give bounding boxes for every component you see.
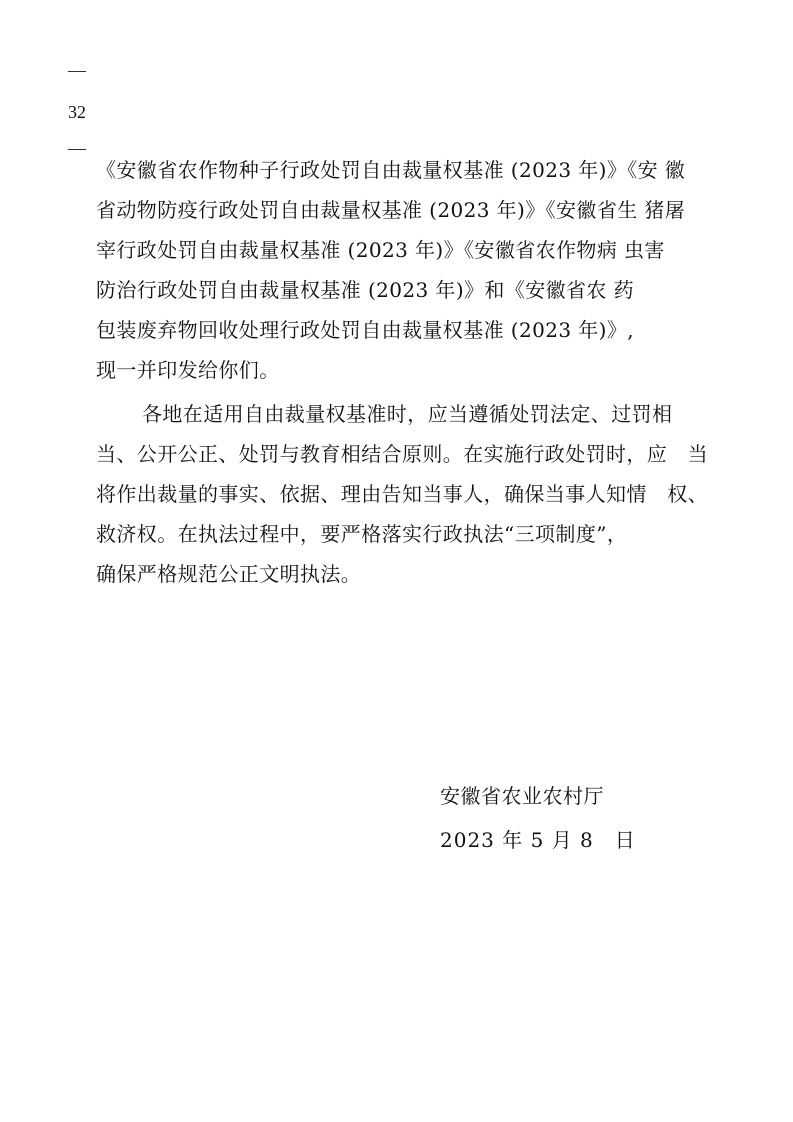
paragraph-line: 现一并印发给你们。 xyxy=(96,358,280,382)
paragraph-line: 将作出裁量的事实、依据、理由告知当事人，确保当事人知情 权、 xyxy=(96,482,708,506)
paragraph-line: 救济权。在执法过程中，要严格落实行政执法“三项制度”， xyxy=(96,522,628,546)
paragraph-standards-list xyxy=(96,150,706,390)
page-number-dash-top: — xyxy=(68,60,86,80)
paragraph-line: 包装废弃物回收处理行政处罚自由裁量权基准 (2023 年)》, xyxy=(96,318,634,342)
paragraph-line: 当、公开公正、处罚与教育相结合原则。在实施行政处罚时，应 当 xyxy=(96,442,708,466)
signature-date: 2023 年 5 月 8 日 xyxy=(440,828,636,852)
paragraph-line: 各地在适用自由裁量权基准时，应当遵循处罚法定、过罚相 xyxy=(142,402,673,426)
signature-organization: 安徽省农业农村厅 xyxy=(440,784,604,808)
paragraph-application-principles xyxy=(96,394,706,594)
paragraph-line: 确保严格规范公正文明执法。 xyxy=(96,562,362,586)
paragraph-line: 省动物防疫行政处罚自由裁量权基准 (2023 年)》《安徽省生 猪屠 xyxy=(96,198,686,222)
paragraph-line: 防治行政处罚自由裁量权基准 (2023 年)》和《安徽省农 药 xyxy=(96,278,634,302)
page-number: 32 xyxy=(68,102,86,122)
paragraph-line: 《安徽省农作物种子行政处罚自由裁量权基准 (2023 年)》《安 徽 xyxy=(96,158,686,182)
paragraph-line: 宰行政处罚自由裁量权基准 (2023 年)》《安徽省农作物病 虫害 xyxy=(96,238,665,262)
page-number-dash-bottom: — xyxy=(68,138,86,158)
